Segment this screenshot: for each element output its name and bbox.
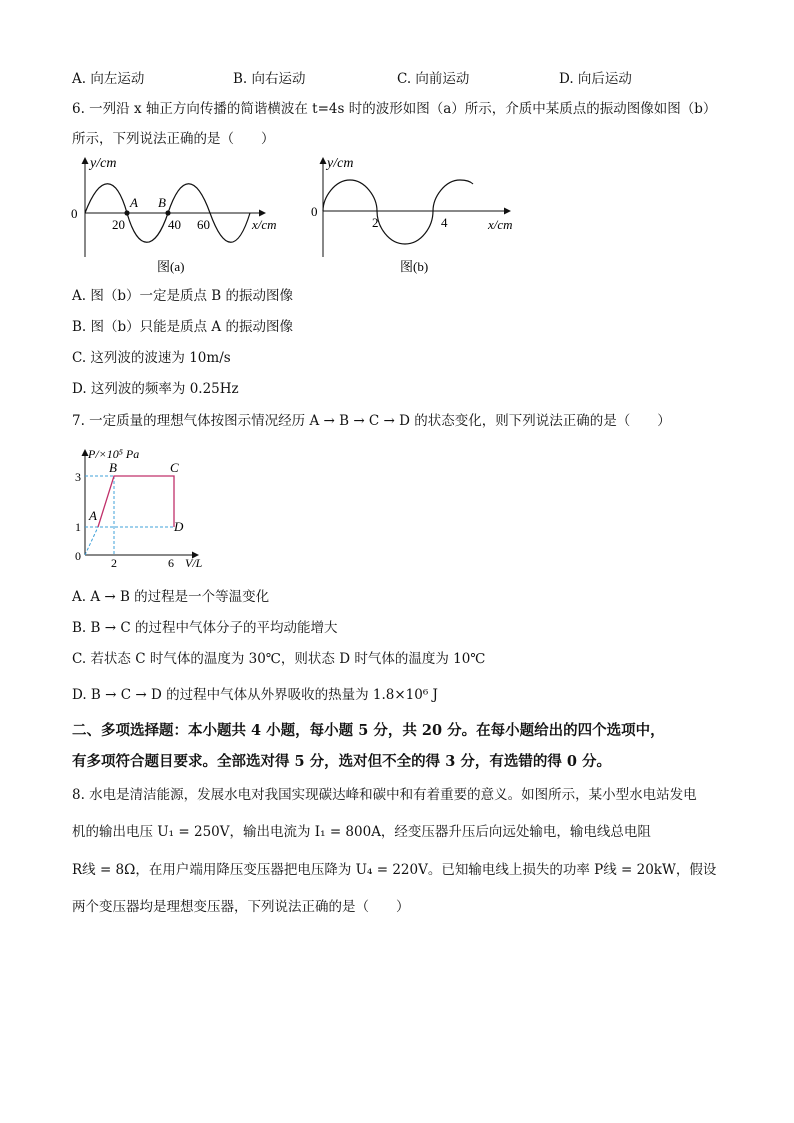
- fig-a-point-b-dot: [165, 210, 170, 215]
- q7-pv-graph: [70, 440, 220, 575]
- section2-line2: 有多项符合题目要求。全部选对得 5 分，选对但不全的得 3 分，有选错的得 0 分。: [72, 753, 612, 770]
- fig-a-tick-40: 40: [168, 217, 181, 232]
- q6-option-b: B. 图（b）只能是质点 A 的振动图像: [72, 319, 293, 335]
- q7-option-b: B. B → C 的过程中气体分子的平均动能增大: [72, 620, 338, 636]
- pv-process-line: [98, 476, 174, 527]
- q5-option-a: A. 向左运动: [72, 71, 145, 87]
- pv-xtick-2: 2: [111, 556, 117, 570]
- q6-option-a: A. 图（b）一定是质点 B 的振动图像: [72, 288, 293, 304]
- q6-option-d: D. 这列波的频率为 0.25Hz: [72, 381, 239, 397]
- q6-option-c: C. 这列波的波速为 10m/s: [72, 350, 231, 366]
- fig-b-ylabel: y/cm: [327, 156, 354, 171]
- pv-point-d: D: [174, 519, 184, 534]
- q8-line1: 8. 水电是清洁能源，发展水电对我国实现碳达峰和碳中和有着重要的意义。如图所示，某小型水电站发电: [72, 787, 697, 803]
- pv-point-b: B: [109, 460, 117, 475]
- q7-stem: 7. 一定质量的理想气体按图示情况经历 A → B → C → D 的状态变化，则下列说法正确的是（ ）: [72, 413, 671, 429]
- q8-line2: 机的输出电压 U₁ = 250V，输出电流为 I₁ = 800A，经变压器升压后向远处输电，输电线总电阻: [72, 824, 651, 840]
- fig-a-point-a-label: A: [130, 195, 138, 210]
- fig-a-point-b-label: B: [158, 195, 166, 210]
- fig-b-tick-4: 4: [441, 215, 448, 230]
- pv-ytick-1: 1: [75, 520, 81, 534]
- fig-a-xlabel: x/cm: [252, 217, 277, 232]
- pv-dash-origin: [85, 527, 98, 555]
- q5-option-c: C. 向前运动: [397, 71, 470, 87]
- q7-option-a: A. A → B 的过程是一个等温变化: [72, 589, 270, 605]
- section2-line1: 二、多项选择题：本小题共 4 小题，每小题 5 分，共 20 分。在每小题给出的四个选项中，: [72, 722, 665, 739]
- fig-b-origin: 0: [311, 204, 318, 219]
- q5-option-b: B. 向右运动: [233, 71, 306, 87]
- fig-b-caption: 图(b): [400, 259, 429, 274]
- q8-line3: R线 = 8Ω，在用户端用降压变压器把电压降为 U₄ = 220V。已知输电线上损失的功率 P线 = 20kW，假设: [72, 862, 717, 878]
- q5-option-d: D. 向后运动: [559, 71, 632, 87]
- q7-option-d: D. B → C → D 的过程中气体从外界吸收的热量为 1.8×10⁶ J: [72, 687, 438, 703]
- fig-b-xlabel: x/cm: [488, 217, 513, 232]
- q6-stem-line1: 6. 一列沿 x 轴正方向传播的简谐横波在 t=4s 时的波形如图（a）所示，介质中某质点的振动图像如图（b）: [72, 101, 717, 117]
- q6-figure-b: [305, 152, 545, 277]
- q6-figure-a: [60, 152, 300, 277]
- pv-point-c: C: [170, 460, 179, 475]
- pv-ylabel: P/×10⁵ Pa: [88, 447, 140, 461]
- pv-xtick-6: 6: [168, 556, 174, 570]
- fig-a-origin: 0: [71, 206, 78, 221]
- pv-origin: 0: [75, 549, 81, 563]
- fig-b-tick-2: 2: [372, 215, 379, 230]
- fig-a-point-a-dot: [124, 210, 129, 215]
- fig-a-tick-20: 20: [112, 217, 125, 232]
- pv-point-a: A: [89, 508, 97, 523]
- fig-a-caption: 图(a): [157, 259, 185, 274]
- q7-option-c: C. 若状态 C 时气体的温度为 30℃，则状态 D 时气体的温度为 10℃: [72, 651, 486, 667]
- fig-a-ylabel: y/cm: [90, 156, 117, 171]
- q8-line4: 两个变压器均是理想变压器，下列说法正确的是（ ）: [72, 899, 410, 915]
- pv-ytick-3: 3: [75, 470, 81, 484]
- q6-stem-line2: 所示，下列说法正确的是（ ）: [72, 131, 275, 147]
- pv-xlabel: V/L: [185, 556, 203, 570]
- fig-a-tick-60: 60: [197, 217, 210, 232]
- fig-b-wave-curve: [323, 180, 473, 244]
